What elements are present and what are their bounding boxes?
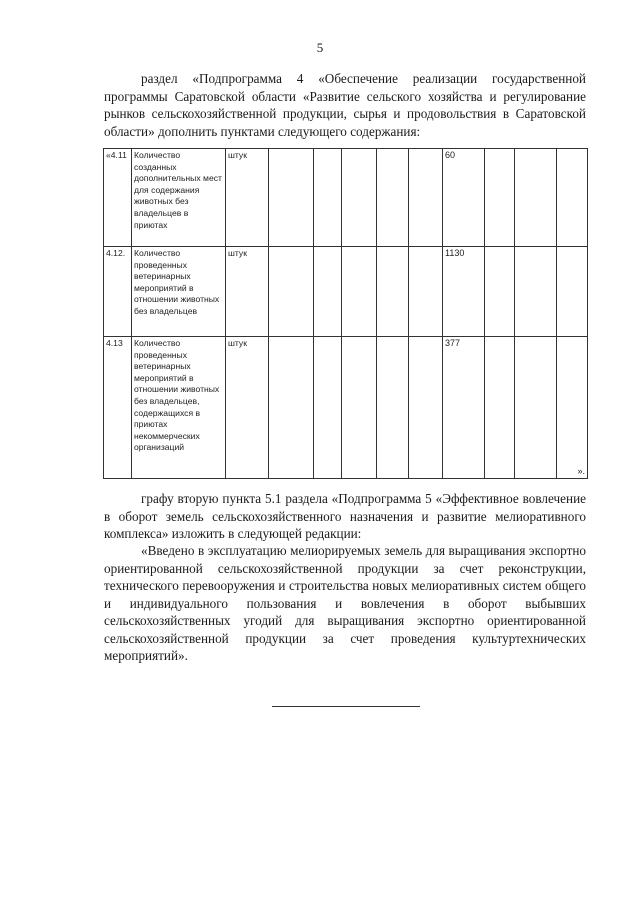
value-cell: 377	[443, 337, 485, 479]
empty-cell	[269, 149, 314, 247]
closing-quote: ».	[577, 466, 585, 477]
intro-paragraph: раздел «Подпрограмма 4 «Обеспечение реализации государственной программы Саратовской области «Развитие сельского хозяйства и регулирование рынков сельскохозяйственной продукции, сырья и продовольствия в Саратовской области» дополнить пунктами следующего содержания:	[104, 71, 586, 139]
value-cell: 60	[443, 149, 485, 247]
table-row	[104, 149, 588, 247]
row-number: «4.11	[104, 149, 132, 247]
empty-cell	[557, 247, 588, 337]
empty-cell	[314, 149, 342, 247]
quoted-paragraph: «Введено в эксплуатацию мелиорируемых земель для выращивания экспортно ориентированной сельскохозяйственной продукции за счет реконструкции, технического перевооружения и строительства новых мелиоративных систем общего и индивидуального пользования и вовлечения в оборот выбывших сельскохозяйственных угодий для выращивания экспортно ориентированной сельскохозяйственной продукции за счет проведения культуртехнических мероприятий».	[104, 543, 586, 663]
table-row	[104, 337, 588, 479]
indicator-name: Количество проведенных ветеринарных мероприятий в отношении животных без владельцев, содержащихся в приютах некоммерческих организаций	[132, 337, 226, 479]
empty-cell	[377, 337, 409, 479]
empty-cell	[409, 247, 443, 337]
empty-cell	[409, 337, 443, 479]
empty-cell	[485, 337, 515, 479]
empty-cell	[377, 149, 409, 247]
empty-cell	[314, 247, 342, 337]
empty-cell	[515, 247, 557, 337]
empty-cell	[515, 149, 557, 247]
value-cell: 1130	[443, 247, 485, 337]
empty-cell	[314, 337, 342, 479]
unit-cell: штук	[226, 149, 269, 247]
page-number: 5	[316, 40, 324, 55]
table-row	[104, 247, 588, 337]
empty-cell	[409, 149, 443, 247]
empty-cell	[342, 337, 377, 479]
empty-cell	[377, 247, 409, 337]
empty-cell	[485, 149, 515, 247]
row-number: 4.12.	[104, 247, 132, 337]
empty-cell	[557, 337, 588, 479]
empty-cell	[269, 247, 314, 337]
empty-cell	[269, 337, 314, 479]
unit-cell: штук	[226, 337, 269, 479]
empty-cell	[342, 247, 377, 337]
empty-cell	[485, 247, 515, 337]
separator-line	[272, 706, 420, 707]
second-paragraph: графу вторую пункта 5.1 раздела «Подпрограмма 5 «Эффективное вовлечение в оборот земель сельскохозяйственного назначения и развитие мелиоративного комплекса» изложить в следующей редакции:	[104, 491, 586, 541]
indicators-table	[103, 148, 588, 479]
empty-cell	[557, 149, 588, 247]
empty-cell	[342, 149, 377, 247]
empty-cell	[515, 337, 557, 479]
unit-cell: штук	[226, 247, 269, 337]
row-number: 4.13	[104, 337, 132, 479]
indicator-name: Количество проведенных ветеринарных мероприятий в отношении животных без владельцев	[132, 247, 226, 337]
indicator-name: Количество созданных дополнительных мест для содержания животных без владельцев в приютах	[132, 149, 226, 247]
